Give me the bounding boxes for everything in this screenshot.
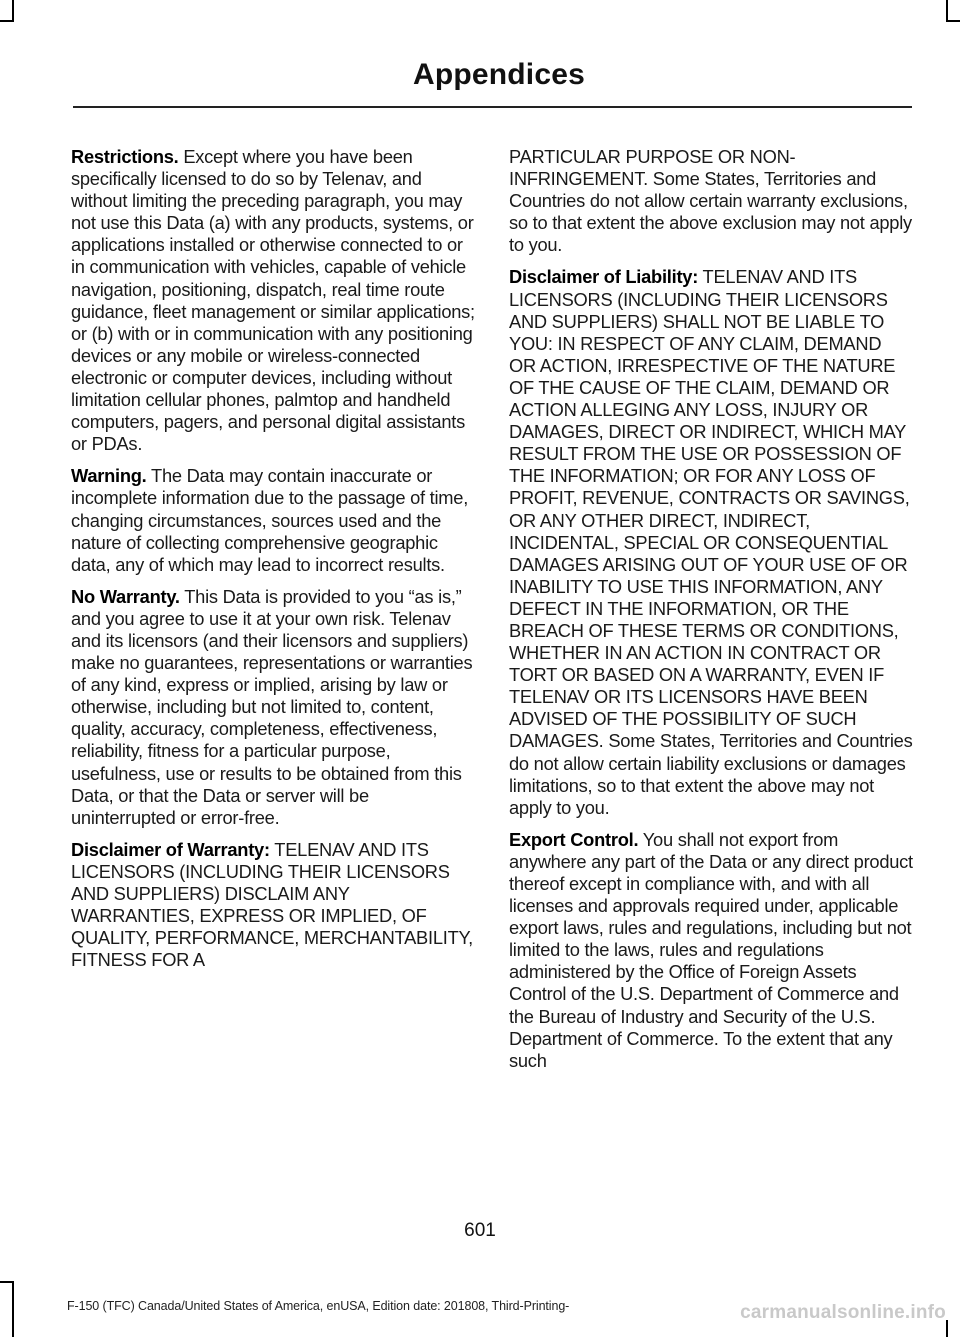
paragraph-restrictions — [71, 146, 475, 455]
crop-mark-top-right-v — [946, 0, 948, 22]
paragraph-heading: Disclaimer of Warranty: — [71, 838, 270, 860]
page-number: 601 — [464, 1220, 496, 1241]
paragraph-heading: No Warranty. — [71, 585, 180, 607]
paragraph-heading: Export Control. — [509, 828, 639, 850]
paragraph-warning — [71, 465, 475, 575]
paragraph-text: The Data may contain inaccurate or incomplete information due to the passage of time, changing circumstances, sources used and the nature of collecting comprehensive geographic data, any of which may lead to incorrect results. — [71, 465, 469, 575]
paragraph-text: TELENAV AND ITS LICENSORS (INCLUDING THEIR LICENSORS AND SUPPLIERS) DISCLAIM ANY WARRANTIES, EXPRESS OR IMPLIED, OF QUALITY, PERFORMANCE, MERCHANTABILITY, FITNESS FOR A — [71, 838, 473, 971]
crop-mark-bottom-left-h — [0, 1281, 14, 1283]
left-column — [71, 146, 475, 981]
paragraph-text: PARTICULAR PURPOSE OR NON-INFRINGEMENT. Some States, Territories and Countries do not allow certain warranty exclusions, so to that extent the above exclusion may not apply to you. — [509, 146, 912, 256]
crop-mark-top-right-h — [946, 20, 960, 22]
crop-mark-top-left-h — [0, 20, 14, 22]
paragraph-warranty-continued — [509, 146, 913, 256]
paragraph-heading: Restrictions. — [71, 146, 179, 167]
right-column — [509, 146, 913, 1082]
crop-mark-bottom-right-v — [946, 1320, 948, 1337]
header-divider — [73, 106, 912, 108]
paragraph-heading: Warning. — [71, 465, 147, 487]
paragraph-disclaimer-of-liability — [509, 266, 913, 818]
paragraph-text: This Data is provided to you “as is,” and you agree to use it at your own risk. Telenav and its licensors (and their licensors and suppliers) make no guarantees, representations or warranties of any kind, express or implied, arising by law or otherwise, including but not limited to, content, quality, accuracy, completeness, effectiveness, reliability, fitness for a particular purpose, usefulness, use or results to be obtained from this Data, or that the Data or server will be uninterrupted or error-free. — [71, 585, 473, 828]
paragraph-text: TELENAV AND ITS LICENSORS (INCLUDING THEIR LICENSORS AND SUPPLIERS) SHALL NOT BE LIABLE TO YOU: IN RESPECT OF ANY CLAIM, DEMAND OR ACTION, IRRESPECTIVE OF THE NATURE OF THE CAUSE OF THE CLAIM, DEMAND OR ACTION ALLEGING ANY LOSS, INJURY OR DAMAGES, DIRECT OR INDIRECT, WHICH MAY RESULT FROM THE USE OR POSSESSION OF THE INFORMATION; OR FOR ANY LOSS OF PROFIT, REVENUE, CONTRACTS OR SAVINGS, OR ANY OTHER DIRECT, INDIRECT, INCIDENTAL, SPECIAL OR CONSEQUENTIAL DAMAGES ARISING OUT OF YOUR USE OF OR INABILITY TO USE THIS INFORMATION, ANY DEFECT IN THE INFORMATION, OR THE BREACH OF THESE TERMS OR CONDITIONS, WHETHER IN AN ACTION IN CONTRACT OR TORT OR BASED ON A WARRANTY, EVEN IF TELENAV OR ITS LICENSORS HAVE BEEN ADVISED OF THE POSSIBILITY OF SUCH DAMAGES. Some States, Territories and Countries do not allow certain liability exclusions or damages limitations, so to that extent the above may not apply to you. — [509, 266, 913, 818]
paragraph-text: You shall not export from anywhere any part of the Data or any direct product thereof except in compliance with, and with all licenses and approvals required under, applicable export laws, rules and regulations, including but not limited to the laws, rules and regulations administered by the Office of Foreign Assets Control of the U.S. Department of Commerce and the Bureau of Industry and Security of the U.S. Department of Commerce. To the extent that any such — [509, 828, 913, 1071]
paragraph-disclaimer-of-warranty — [71, 839, 475, 972]
paragraph-text: Except where you have been specifically licensed to do so by Telenav, and without limiting the preceding paragraph, you may not use this Data (a) with any products, systems, or applications installed or otherwise connected to or in communication with vehicles, capable of vehicle navigation, positioning, dispatch, real time route guidance, fleet management or similar applications; or (b) with or in communication with any positioning devices or any mobile or wireless-connected electronic or computer devices, including without limitation cellular phones, palmtop and handheld computers, pagers, and personal digital assistants or PDAs. — [71, 146, 475, 455]
page-title: Appendices — [412, 58, 585, 91]
crop-mark-top-left-v — [12, 0, 14, 22]
crop-mark-bottom-left-v — [12, 1281, 14, 1337]
edition-footer: F-150 (TFC) Canada/United States of America, enUSA, Edition date: 201808, Third-Printing- — [67, 1299, 570, 1313]
paragraph-heading: Disclaimer of Liability: — [509, 266, 699, 288]
paragraph-no-warranty — [71, 586, 475, 829]
watermark: carmanualsonline.info — [740, 1302, 946, 1323]
paragraph-export-control — [509, 829, 913, 1072]
